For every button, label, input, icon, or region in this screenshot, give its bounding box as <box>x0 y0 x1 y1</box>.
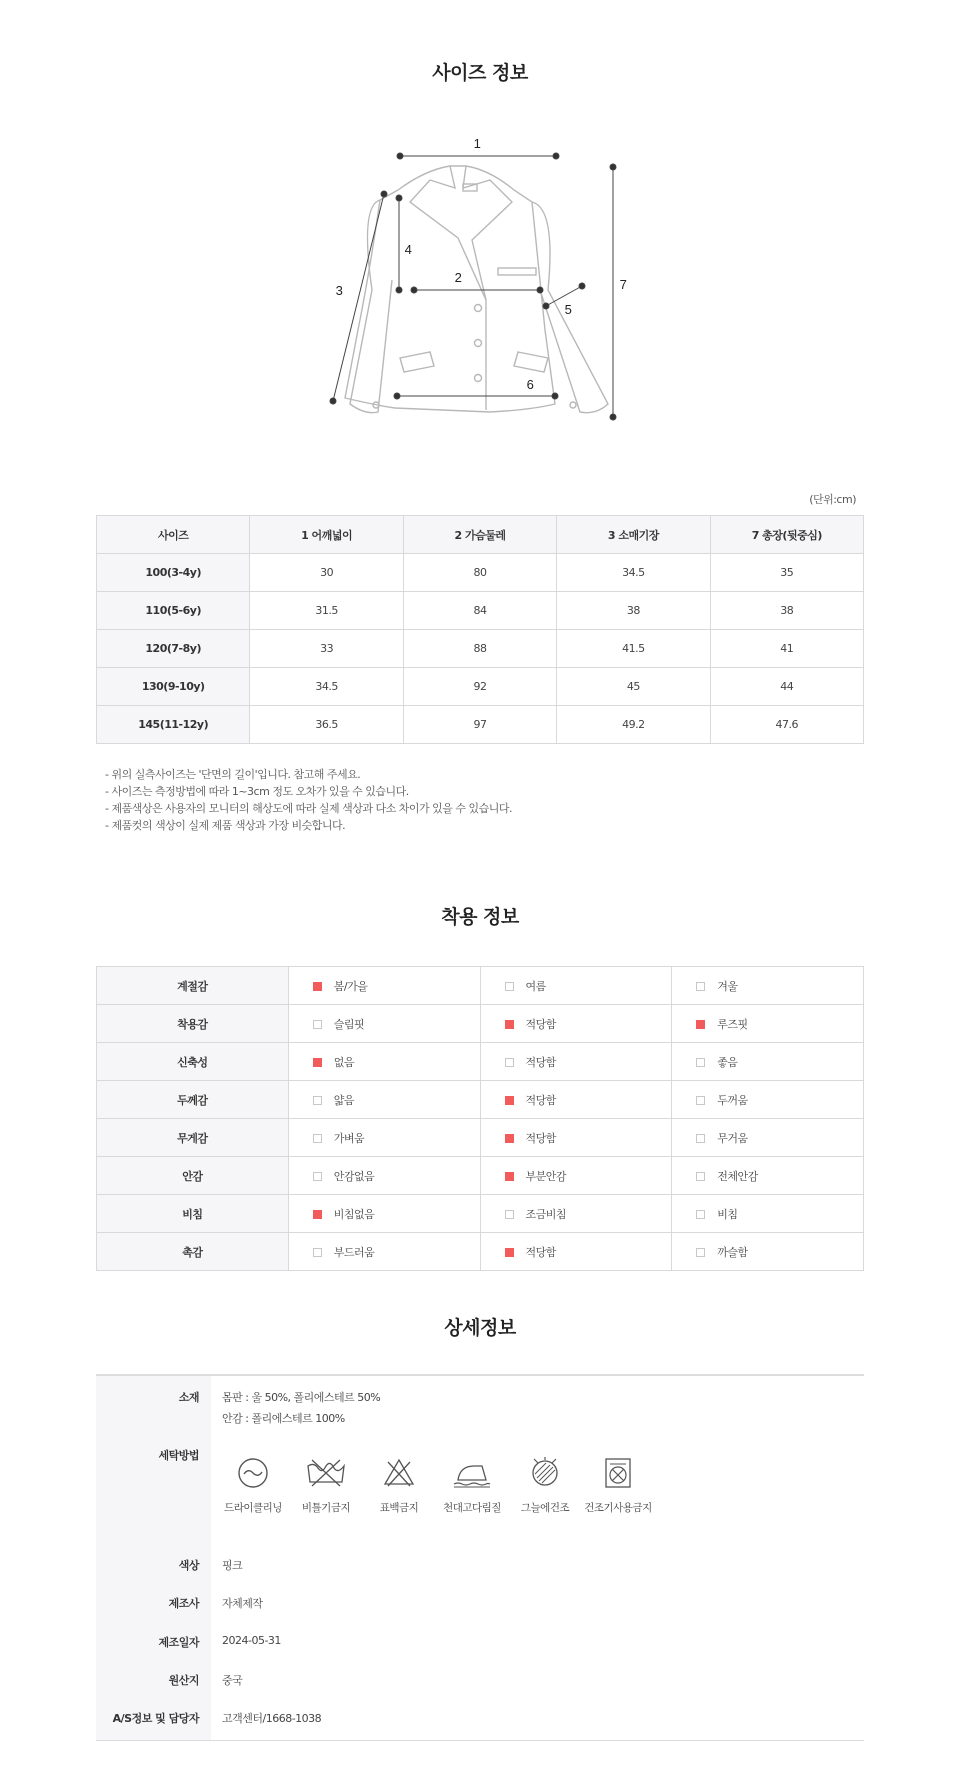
unit-label: (단위:cm) <box>809 493 856 506</box>
unchecked-box-icon <box>313 1020 322 1029</box>
fit-option <box>288 1233 480 1271</box>
table-cell: 92 <box>403 668 556 706</box>
table-cell: 41 <box>710 630 863 668</box>
diagram-label-1: 1 <box>473 136 481 151</box>
wash-label: 천대고다림질 <box>443 1502 501 1514</box>
table-cell: 38 <box>710 592 863 630</box>
maker-value: 자체제작 <box>222 1597 263 1610</box>
table-row <box>97 668 864 706</box>
wash-item <box>505 1456 585 1515</box>
table-cell: 45 <box>557 668 710 706</box>
unchecked-box-icon <box>505 1058 514 1067</box>
unchecked-box-icon <box>505 982 514 991</box>
fit-row-label: 두께감 <box>97 1081 289 1119</box>
fit-option-label: 봄/가을 <box>333 979 368 993</box>
wash-item <box>432 1456 512 1515</box>
size-name-cell: 130(9-10y) <box>97 668 250 706</box>
material-line: 안감 : 폴리에스테르 100% <box>222 1412 345 1425</box>
size-header-cell: 7 총장(뒷중심) <box>710 516 863 554</box>
detail-info-box <box>96 1374 864 1741</box>
table-cell: 38 <box>557 592 710 630</box>
shade-dry-icon <box>528 1456 562 1490</box>
unchecked-box-icon <box>313 1172 322 1181</box>
fit-option <box>672 1195 864 1233</box>
fit-option <box>288 1157 480 1195</box>
diagram-label-5: 5 <box>564 302 572 317</box>
size-table-header <box>97 516 864 554</box>
diagram-label-2: 2 <box>454 270 462 285</box>
unchecked-box-icon <box>696 1248 705 1257</box>
table-cell: 34.5 <box>557 554 710 592</box>
fit-option-label: 가벼움 <box>333 1131 365 1145</box>
note-line: - 위의 실측사이즈는 '단면의 길이'입니다. 참고해 주세요. <box>105 768 361 781</box>
fit-section-title: 착용 정보 <box>441 906 519 928</box>
size-section-title: 사이즈 정보 <box>432 62 528 84</box>
fit-row-label: 무게감 <box>97 1119 289 1157</box>
maker-label: 제조사 <box>168 1597 199 1610</box>
unchecked-box-icon <box>313 1248 322 1257</box>
washing-label: 세탁방법 <box>158 1449 199 1462</box>
fit-option-label: 슬림핏 <box>333 1017 365 1031</box>
iron-with-cloth-icon <box>452 1456 492 1490</box>
fit-option <box>480 967 672 1005</box>
fit-option <box>672 1233 864 1271</box>
fit-option-label: 비침 <box>717 1207 738 1221</box>
fit-option <box>480 1157 672 1195</box>
fit-option <box>672 1005 864 1043</box>
color-value: 핑크 <box>222 1559 243 1572</box>
diagram-label-7: 7 <box>619 277 627 292</box>
table-row <box>97 706 864 744</box>
size-header-cell: 2 가슴둘레 <box>403 516 556 554</box>
fit-option-label: 적당함 <box>525 1093 556 1107</box>
fit-option <box>288 1005 480 1043</box>
fit-option <box>288 967 480 1005</box>
detail-section-title: 상세정보 <box>444 1317 516 1339</box>
fit-option-label: 전체안감 <box>717 1169 758 1183</box>
fit-option <box>672 1081 864 1119</box>
size-header-cell: 사이즈 <box>97 516 250 554</box>
fit-option-label: 조금비침 <box>525 1207 567 1221</box>
fit-row <box>97 1081 864 1119</box>
fit-option <box>672 1157 864 1195</box>
fit-option <box>480 1081 672 1119</box>
unchecked-box-icon <box>696 1210 705 1219</box>
wash-label: 그늘에건조 <box>520 1502 570 1514</box>
fit-option-label: 겨울 <box>717 979 738 993</box>
measurement-lines <box>330 153 616 420</box>
wash-item <box>359 1456 439 1515</box>
fit-option <box>288 1119 480 1157</box>
wash-item <box>213 1456 293 1515</box>
size-name-cell: 110(5-6y) <box>97 592 250 630</box>
table-cell: 30 <box>250 554 403 592</box>
checked-box-icon <box>313 1210 322 1219</box>
note-line: - 사이즈는 측정방법에 따라 1~3cm 정도 오차가 있을 수 있습니다. <box>105 785 409 798</box>
note-line: - 제품색상은 사용자의 모니터의 해상도에 따라 실제 색상과 다소 차이가 있을 수 있습니다. <box>105 802 512 815</box>
table-cell: 36.5 <box>250 706 403 744</box>
as-info-value: 고객센터/1668-1038 <box>222 1712 322 1725</box>
wash-item <box>286 1456 366 1515</box>
wash-label: 비틀기금지 <box>301 1502 351 1514</box>
fit-option <box>480 1233 672 1271</box>
unchecked-box-icon <box>696 1134 705 1143</box>
origin-label: 원산지 <box>168 1674 199 1687</box>
fit-option-label: 부드러움 <box>333 1245 375 1259</box>
wash-label: 표백금지 <box>379 1502 419 1514</box>
size-name-cell: 145(11-12y) <box>97 706 250 744</box>
diagram-label-6: 6 <box>526 377 534 392</box>
unchecked-box-icon <box>313 1096 322 1105</box>
table-cell: 88 <box>403 630 556 668</box>
as-info-label: A/S정보 및 담당자 <box>112 1712 199 1725</box>
fit-option-label: 없음 <box>333 1055 355 1069</box>
checked-box-icon <box>505 1134 514 1143</box>
fit-option-label: 안감없음 <box>333 1169 375 1183</box>
material-line: 몸판 : 울 50%, 폴리에스테르 50% <box>222 1391 381 1404</box>
manufacture-date-value: 2024-05-31 <box>222 1634 281 1647</box>
table-row <box>97 630 864 668</box>
checked-box-icon <box>505 1172 514 1181</box>
fit-option <box>672 967 864 1005</box>
fit-option-label: 적당함 <box>525 1245 556 1259</box>
fit-row <box>97 1233 864 1271</box>
fit-option-label: 비침없음 <box>333 1207 375 1221</box>
size-table <box>96 515 864 744</box>
diagram-label-4: 4 <box>404 242 412 257</box>
fit-option-label: 적당함 <box>525 1131 556 1145</box>
table-cell: 34.5 <box>250 668 403 706</box>
diagram-label-3: 3 <box>335 283 343 298</box>
wash-item <box>578 1456 658 1515</box>
fit-option-label: 부분안감 <box>525 1169 567 1183</box>
unchecked-box-icon <box>696 1096 705 1105</box>
table-cell: 49.2 <box>557 706 710 744</box>
fit-table <box>96 966 864 1271</box>
checked-box-icon <box>696 1020 705 1029</box>
fit-row <box>97 1005 864 1043</box>
fit-row-label: 착용감 <box>97 1005 289 1043</box>
no-bleach-icon <box>382 1456 416 1490</box>
checked-box-icon <box>505 1020 514 1029</box>
table-cell: 97 <box>403 706 556 744</box>
unchecked-box-icon <box>505 1210 514 1219</box>
table-cell: 31.5 <box>250 592 403 630</box>
fit-option <box>672 1043 864 1081</box>
fit-row-label: 촉감 <box>97 1233 289 1271</box>
no-wring-icon <box>306 1456 346 1490</box>
size-header-cell: 3 소매기장 <box>557 516 710 554</box>
checked-box-icon <box>505 1096 514 1105</box>
manufacture-date-label: 제조일자 <box>158 1636 199 1649</box>
fit-option-label: 얇음 <box>333 1093 355 1107</box>
fit-row-label: 신축성 <box>97 1043 289 1081</box>
fit-option-label: 두꺼움 <box>717 1093 748 1107</box>
note-line: - 제품컷의 색상이 실제 제품 색상과 가장 비슷합니다. <box>105 819 346 832</box>
fit-option <box>480 1043 672 1081</box>
fit-row <box>97 1157 864 1195</box>
jacket-outline-icon <box>345 166 608 413</box>
unchecked-box-icon <box>696 1058 705 1067</box>
checked-box-icon <box>313 982 322 991</box>
table-cell: 33 <box>250 630 403 668</box>
table-cell: 41.5 <box>557 630 710 668</box>
color-label: 색상 <box>178 1559 199 1572</box>
dry-clean-icon <box>236 1456 270 1490</box>
table-row <box>97 592 864 630</box>
jacket-measurement-diagram <box>0 130 960 430</box>
fit-row <box>97 1195 864 1233</box>
fit-row-label: 안감 <box>97 1157 289 1195</box>
origin-value: 중국 <box>222 1674 243 1687</box>
unchecked-box-icon <box>696 982 705 991</box>
material-label: 소재 <box>178 1391 199 1404</box>
fit-option-label: 좋음 <box>717 1055 738 1069</box>
fit-option-label: 여름 <box>525 979 546 993</box>
size-notes <box>105 766 512 834</box>
unchecked-box-icon <box>313 1134 322 1143</box>
fit-option-label: 무거움 <box>717 1131 748 1145</box>
detail-label-column <box>96 1376 211 1740</box>
fit-option-label: 적당함 <box>525 1017 556 1031</box>
fit-option-label: 까슬함 <box>717 1245 748 1259</box>
size-name-cell: 120(7-8y) <box>97 630 250 668</box>
fit-option <box>480 1119 672 1157</box>
fit-option <box>480 1195 672 1233</box>
wash-label: 건조기사용금지 <box>584 1502 652 1514</box>
table-row <box>97 554 864 592</box>
fit-row-label: 비침 <box>97 1195 289 1233</box>
table-cell: 84 <box>403 592 556 630</box>
fit-option <box>288 1081 480 1119</box>
fit-row <box>97 1119 864 1157</box>
fit-option-label: 루즈핏 <box>717 1017 748 1031</box>
wash-label: 드라이클리닝 <box>224 1502 282 1514</box>
fit-option <box>288 1043 480 1081</box>
checked-box-icon <box>313 1058 322 1067</box>
fit-row <box>97 1043 864 1081</box>
no-tumble-dry-icon <box>601 1456 635 1490</box>
size-name-cell: 100(3-4y) <box>97 554 250 592</box>
fit-option <box>480 1005 672 1043</box>
unchecked-box-icon <box>696 1172 705 1181</box>
size-header-cell: 1 어깨넓이 <box>250 516 403 554</box>
table-cell: 44 <box>710 668 863 706</box>
fit-row-label: 계절감 <box>97 967 289 1005</box>
fit-option <box>672 1119 864 1157</box>
fit-row <box>97 967 864 1005</box>
table-cell: 35 <box>710 554 863 592</box>
fit-option <box>288 1195 480 1233</box>
fit-option-label: 적당함 <box>525 1055 556 1069</box>
checked-box-icon <box>505 1248 514 1257</box>
table-cell: 47.6 <box>710 706 863 744</box>
table-cell: 80 <box>403 554 556 592</box>
